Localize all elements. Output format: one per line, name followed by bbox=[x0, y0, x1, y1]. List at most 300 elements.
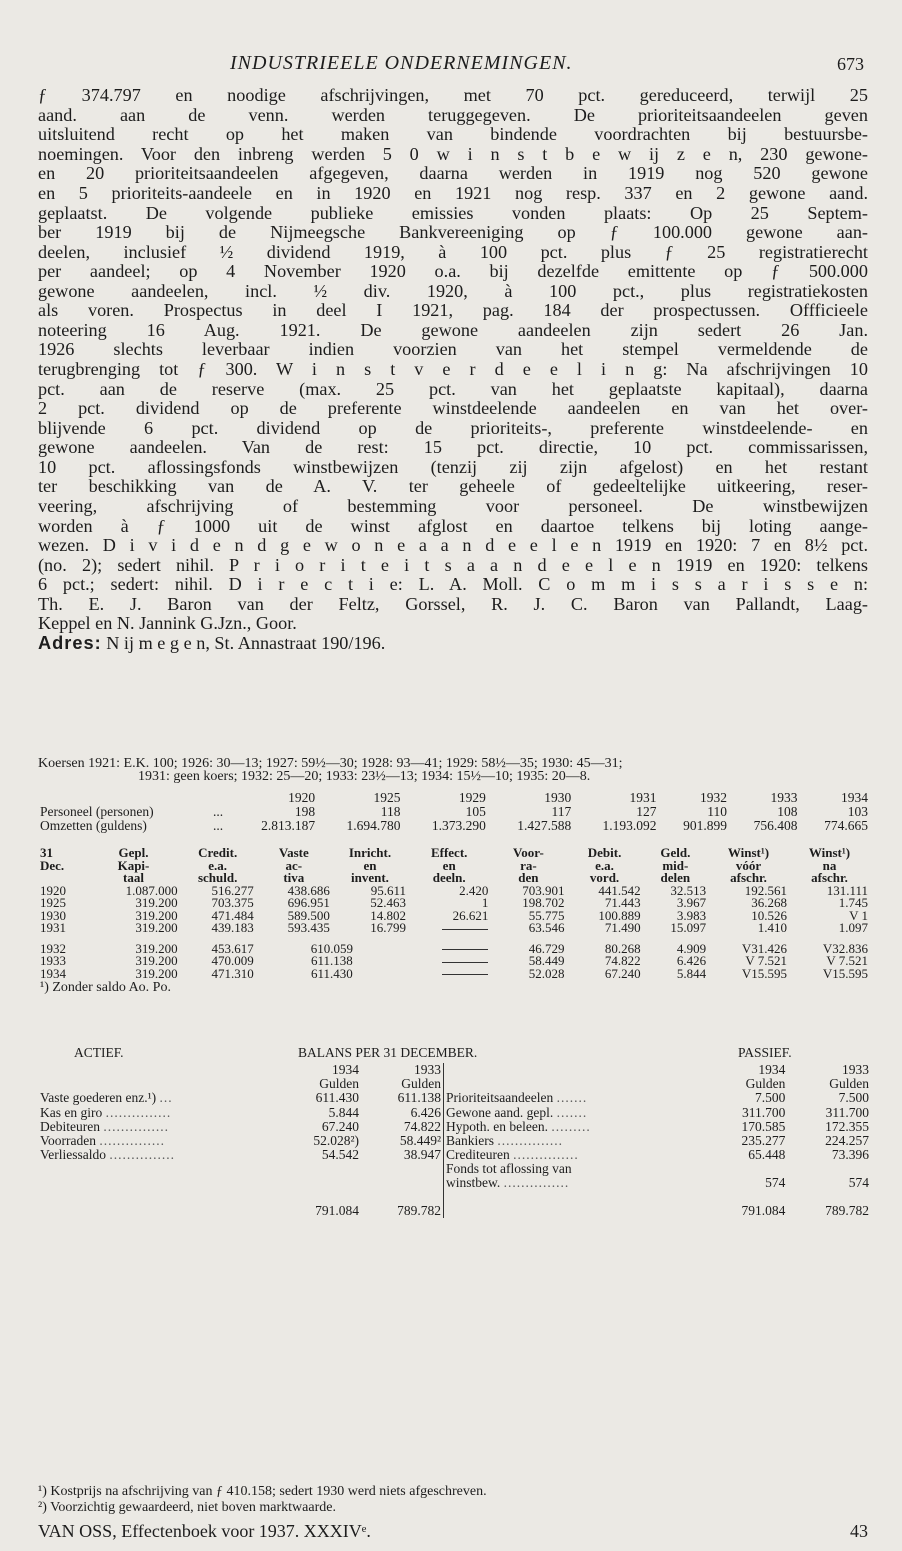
fin-row bbox=[38, 922, 870, 935]
footnote-line: ¹) Kostprijs na afschrijving van ƒ 410.158; sedert 1930 werd niets afgeschreven. bbox=[38, 1483, 487, 1499]
fin-cell: 319.200 bbox=[135, 907, 178, 923]
fin-cell: 3.967 bbox=[676, 895, 707, 911]
fin-header-cell: afschr. bbox=[730, 870, 767, 886]
leader-dots: ....... bbox=[556, 1090, 588, 1106]
passiva-value-1933: 172.355 bbox=[825, 1118, 869, 1134]
fin-cell bbox=[408, 955, 490, 968]
fin-cell: 1932 bbox=[40, 940, 66, 956]
passiva-total-1934: 791.084 bbox=[741, 1203, 786, 1219]
dash-line bbox=[442, 962, 488, 963]
activa-spacer bbox=[38, 1176, 443, 1190]
stats-year: 1930 bbox=[544, 790, 572, 805]
stats-cell: 1.193.092 bbox=[602, 817, 657, 833]
activa-spacer bbox=[38, 1162, 443, 1176]
activa-spacer bbox=[38, 1190, 443, 1204]
fin-header-cell: mid- bbox=[662, 857, 689, 873]
fin-cell-merged: 611.430 bbox=[310, 965, 353, 981]
activa-value-1933: 611.138 bbox=[397, 1090, 441, 1106]
activa-value-1934: 67.240 bbox=[321, 1118, 360, 1134]
running-title: INDUSTRIEELE ONDERNEMINGEN. bbox=[230, 51, 573, 74]
fin-cell: 319.200 bbox=[135, 965, 178, 981]
fin-cell: 71.490 bbox=[604, 920, 641, 936]
passiva-value-1934: 311.700 bbox=[741, 1104, 786, 1120]
fin-cell: V 1 bbox=[849, 907, 868, 923]
passiva-value-1934 bbox=[704, 1162, 788, 1176]
fin-cell: 1.745 bbox=[838, 895, 868, 911]
fin-cell: 319.200 bbox=[135, 895, 178, 911]
leader-dots: ....... bbox=[556, 1104, 588, 1120]
fin-cell: 1925 bbox=[40, 895, 66, 911]
fin-header-cell: en bbox=[363, 857, 377, 873]
fin-cell: 438.686 bbox=[287, 882, 330, 898]
stats-cell: 774.665 bbox=[824, 817, 868, 833]
balance-title: BALANS PER 31 DECEMBER. bbox=[298, 1045, 478, 1061]
dash-line bbox=[442, 929, 488, 930]
activa-total-label bbox=[38, 1204, 276, 1218]
fin-header-cell: delen bbox=[660, 870, 691, 886]
passiva-label bbox=[444, 1148, 704, 1162]
body-line: per aandeel; op 4 November 1920 o.a. bij dezelfde emittente op ƒ 500.000 bbox=[38, 261, 868, 282]
fin-cell: 74.822 bbox=[604, 953, 641, 969]
fin-header-cell: Dec. bbox=[40, 857, 65, 873]
stats-corner bbox=[38, 791, 211, 805]
fin-cell: 441.542 bbox=[598, 882, 641, 898]
passiva-label-text: Prioriteitsaandeelen bbox=[446, 1090, 554, 1106]
stats-cell: 198 bbox=[294, 803, 316, 819]
activa-value-1934: 611.430 bbox=[315, 1090, 360, 1106]
fin-cell-merged: 611.138 bbox=[310, 953, 353, 969]
fin-header-cell: Winst¹) bbox=[727, 845, 770, 861]
fin-footnote: ¹) Zonder saldo Ao. Po. bbox=[40, 980, 171, 996]
fin-header-cell: Winst¹) bbox=[808, 845, 851, 861]
stats-cell: 118 bbox=[380, 803, 401, 819]
dash-line bbox=[442, 974, 488, 975]
activa-value-1933: 74.822 bbox=[403, 1118, 441, 1134]
fin-header-cell: Inricht. bbox=[348, 845, 392, 861]
leader-dots: ............... bbox=[99, 1132, 165, 1148]
fin-cell: 5.844 bbox=[676, 965, 707, 981]
fin-cell: V 7.521 bbox=[745, 953, 787, 969]
fin-cell: 95.611 bbox=[370, 882, 407, 898]
fin-cell: V15.595 bbox=[741, 965, 787, 981]
passiva-label-text: Bankiers bbox=[446, 1132, 494, 1148]
body-line: aand. aan de venn. werden teruggegeven. De prioriteitsaandeelen geven bbox=[38, 104, 868, 125]
passiva-total-label bbox=[444, 1204, 704, 1218]
passiva-total-row bbox=[444, 1204, 871, 1218]
fin-cell: 1.087.000 bbox=[125, 882, 178, 898]
fin-cell: 46.729 bbox=[528, 940, 565, 956]
fin-cell: 71.443 bbox=[604, 895, 641, 911]
body-line: (no. 2); sedert nihil. P r i o r i t e i t s a a n d e e l e n 1919 en 1920: telkens bbox=[38, 554, 868, 575]
activa-label-text: Voorraden bbox=[40, 1132, 96, 1148]
body-line: blijvende 6 pct. dividend op de prioriteits-, preferente winstdeelende- en bbox=[38, 417, 868, 438]
passiva-row bbox=[444, 1091, 871, 1105]
passiva-total-1933: 789.782 bbox=[825, 1203, 869, 1219]
fin-header-cell: e.a. bbox=[595, 857, 614, 873]
passiva-label-text: Fonds tot aflossing van bbox=[446, 1160, 572, 1176]
fin-cell-merged: 610.059 bbox=[310, 940, 353, 956]
fin-cell bbox=[408, 922, 490, 935]
body-line: worden à ƒ 1000 uit de winst afglost en daartoe telkens bij loting aange- bbox=[38, 515, 868, 536]
body-line: 2 pct. dividend op de preferente winstdeelende aandeelen en van het over- bbox=[38, 398, 868, 419]
body-line: en 5 prioriteits-aandeele en in 1920 en 1921 nog resp. 337 en 2 gewone aand. bbox=[38, 182, 868, 203]
passiva-label bbox=[444, 1162, 704, 1176]
dash-line bbox=[442, 949, 488, 950]
fin-header-cell: en bbox=[442, 857, 456, 873]
fin-cell: 516.277 bbox=[211, 882, 254, 898]
fin-cell: 319.200 bbox=[135, 953, 178, 969]
stats-cell: 110 bbox=[707, 803, 727, 819]
activa-label bbox=[38, 1120, 276, 1134]
activa-spacer-row bbox=[38, 1162, 443, 1176]
body-line: geplaatst. De volgende publieke emissies vonden plaats: Op 25 Septem- bbox=[38, 202, 868, 223]
stats-cell: 105 bbox=[465, 803, 486, 819]
activa-row bbox=[38, 1120, 443, 1134]
body-line: ƒ 374.797 en noodige afschrijvingen, met 70 pct. gereduceerd, terwijl 25 bbox=[38, 85, 868, 106]
activa-row bbox=[38, 1091, 443, 1105]
activa-label-text: Kas en giro bbox=[40, 1104, 103, 1120]
passiva-label-spacer bbox=[444, 1063, 704, 1077]
fin-cell: 471.310 bbox=[211, 965, 254, 981]
passiva-label-text: Hypoth. en beleen. bbox=[446, 1118, 548, 1134]
passiva-value-1934: 235.277 bbox=[741, 1132, 786, 1148]
body-paragraph bbox=[38, 86, 868, 653]
fin-header-cell: den bbox=[518, 870, 539, 886]
fin-cell: 4.909 bbox=[676, 940, 707, 956]
activa-label bbox=[38, 1148, 276, 1162]
passiva-label bbox=[444, 1120, 704, 1134]
footnotes bbox=[38, 1484, 870, 1516]
activa-total-1934: 791.084 bbox=[315, 1203, 360, 1219]
footer-page: 43 bbox=[850, 1520, 868, 1541]
fin-cell: 3.983 bbox=[676, 907, 707, 923]
passiva-title: PASSIEF. bbox=[738, 1045, 792, 1061]
passiva-value-1933: 73.396 bbox=[831, 1146, 869, 1162]
activa-value-1934: 52.028²) bbox=[313, 1132, 360, 1148]
fin-header-cell: afschr. bbox=[811, 870, 848, 886]
passiva-row bbox=[444, 1134, 871, 1148]
passiva-value-1934: 170.585 bbox=[741, 1118, 786, 1134]
fin-header-cell: Kapi- bbox=[117, 857, 150, 873]
fin-cell: 696.951 bbox=[287, 895, 330, 911]
fin-cell: 1920 bbox=[40, 882, 66, 898]
body-line: noemingen. Voor den inbreng werden 5 0 w i n s t b e w ij z e n, 230 gewone- bbox=[38, 143, 868, 164]
fin-cell: 703.375 bbox=[211, 895, 254, 911]
stats-row bbox=[38, 805, 870, 819]
page-number: 673 bbox=[837, 53, 864, 74]
fin-header-cell: Effect. bbox=[430, 845, 468, 861]
activa-row bbox=[38, 1106, 443, 1120]
stats-cell: 1.694.780 bbox=[346, 817, 401, 833]
passiva-value-1933: 311.700 bbox=[825, 1104, 869, 1120]
passiva-row bbox=[444, 1162, 871, 1176]
fin-cell: V31.426 bbox=[741, 940, 787, 956]
fin-header-cell: na bbox=[822, 857, 837, 873]
fin-cell: 703.901 bbox=[522, 882, 565, 898]
body-line: deelen, inclusief ½ dividend 1919, à 100 pct. plus ƒ 25 registratierecht bbox=[38, 241, 868, 262]
fin-header-cell: ac- bbox=[285, 857, 303, 873]
passiva-label bbox=[444, 1176, 704, 1190]
stats-year: 1920 bbox=[288, 790, 316, 805]
fin-cell: 453.617 bbox=[211, 940, 254, 956]
stats-year: 1929 bbox=[458, 790, 486, 805]
body-line: als voren. Prospectus in deel I 1921, pag. 184 der prospectussen. Offficieele bbox=[38, 300, 868, 321]
koersen-block bbox=[38, 757, 868, 785]
fin-cell: V 7.521 bbox=[826, 953, 868, 969]
passiva-value-1933 bbox=[787, 1162, 871, 1176]
body-line: ber 1919 bij de Nijmeegsche Bankvereeniging op ƒ 100.000 gewone aan- bbox=[38, 222, 868, 243]
activa-label-text: Verliessaldo bbox=[40, 1146, 106, 1162]
fin-cell: 36.268 bbox=[751, 895, 787, 911]
statistics-table bbox=[38, 791, 870, 832]
activa-value-1933: 38.947 bbox=[403, 1146, 441, 1162]
stats-year: 1934 bbox=[841, 790, 868, 805]
stats-cell: 103 bbox=[847, 803, 868, 819]
passiva-unit: Gulden bbox=[745, 1076, 786, 1092]
passiva-label-text: Crediteuren bbox=[446, 1146, 510, 1162]
fin-cell: 131.111 bbox=[826, 882, 868, 898]
fin-cell bbox=[408, 943, 490, 956]
stats-cell: 1.427.588 bbox=[517, 817, 572, 833]
stats-cell: 2.813.187 bbox=[261, 817, 316, 833]
activa-label-spacer bbox=[38, 1063, 276, 1077]
financial-table bbox=[38, 847, 870, 995]
fin-cell: 55.775 bbox=[528, 907, 565, 923]
fin-cell: 1931 bbox=[40, 920, 66, 936]
fin-header-cell: vord. bbox=[589, 870, 620, 886]
body-line: Keppel en N. Jannink G.Jzn., Goor. bbox=[38, 613, 297, 634]
fin-cell: 1.097 bbox=[838, 920, 868, 936]
stats-sep: ... bbox=[213, 817, 224, 833]
passiva-label bbox=[444, 1091, 704, 1105]
fin-cell: 198.702 bbox=[522, 895, 565, 911]
activa-total-row bbox=[38, 1204, 443, 1218]
fin-cell: 52.463 bbox=[370, 895, 407, 911]
passiva-value-1933: 224.257 bbox=[825, 1132, 869, 1148]
stats-year: 1931 bbox=[629, 790, 657, 805]
body-line: Th. E. J. Baron van der Feltz, Gorssel, R. J. C. Baron van Pallandt, Laag- bbox=[38, 593, 868, 614]
address-label: Adres: bbox=[38, 632, 102, 653]
activa-label-text: Vaste goederen enz.¹) bbox=[40, 1090, 157, 1106]
footnote-line: ²) Voorzichtig gewaardeerd, niet boven marktwaarde. bbox=[38, 1499, 336, 1515]
activa-row bbox=[38, 1134, 443, 1148]
koersen-line: 1931: geen koers; 1932: 25—20; 1933: 23½—13; 1934: 15½—10; 1935: 20—8. bbox=[138, 769, 591, 785]
fin-header-cell: schuld. bbox=[197, 870, 238, 886]
fin-cell: 439.183 bbox=[211, 920, 254, 936]
passiva-label-spacer bbox=[444, 1077, 704, 1091]
fin-cell: 32.513 bbox=[670, 882, 707, 898]
stats-cell: 756.408 bbox=[753, 817, 798, 833]
body-line: uitsluitend recht op het maken van bindende voordrachten bij bestuursbe- bbox=[38, 124, 868, 145]
activa-year-row bbox=[38, 1063, 443, 1077]
activa-value-1934: 54.542 bbox=[321, 1146, 360, 1162]
fin-header-cell: Voor- bbox=[513, 845, 544, 861]
fin-header-cell: taal bbox=[123, 870, 144, 886]
passiva-spacer bbox=[444, 1190, 871, 1204]
activa-label-spacer bbox=[38, 1077, 276, 1091]
fin-footnote-row bbox=[38, 980, 870, 995]
leader-dots: ............... bbox=[503, 1175, 570, 1191]
fin-cell: 319.200 bbox=[135, 940, 178, 956]
footer-source: VAN OSS, Effectenboek voor 1937. XXXIVᵉ. bbox=[38, 1520, 371, 1541]
address-line bbox=[38, 634, 868, 654]
fin-cell: 15.097 bbox=[670, 920, 707, 936]
passiva-label-text: Gewone aand. gepl. bbox=[446, 1104, 554, 1120]
activa-unit: Gulden bbox=[401, 1076, 441, 1092]
activa-label bbox=[38, 1134, 276, 1148]
activa-year: 1934 bbox=[332, 1062, 360, 1078]
fin-cell: 58.449 bbox=[528, 953, 565, 969]
stats-cell: 117 bbox=[551, 803, 572, 819]
activa-unit-row bbox=[38, 1077, 443, 1091]
fin-header-cell: Credit. bbox=[198, 845, 238, 861]
passiva-value-1934: 65.448 bbox=[748, 1146, 786, 1162]
fin-cell: 6.426 bbox=[676, 953, 707, 969]
fin-row bbox=[38, 968, 870, 981]
stats-year: 1933 bbox=[770, 790, 798, 805]
fin-cell: 1930 bbox=[40, 907, 66, 923]
passiva-label bbox=[444, 1106, 704, 1120]
fin-header-cell: deeln. bbox=[432, 870, 466, 886]
passiva-row bbox=[444, 1176, 871, 1190]
stats-cell: 127 bbox=[636, 803, 657, 819]
address-text: N ij m e g e n, St. Annastraat 190/196. bbox=[106, 632, 386, 653]
passiva-spacer-row bbox=[444, 1190, 871, 1204]
koersen-line: Koersen 1921: E.K. 100; 1926: 30—13; 1927: 59½—30; 1928: 93—41; 1929: 58½—35; 1930: 45—31; bbox=[38, 755, 623, 771]
fin-cell: 2.420 bbox=[459, 882, 489, 898]
fin-header-cell: Vaste bbox=[278, 845, 309, 861]
fin-cell: 593.435 bbox=[287, 920, 330, 936]
body-line: 1926 slechts leverbaar indien voorzien van het stempel vermeldende de bbox=[38, 339, 868, 360]
body-line: en 20 prioriteitsaandeelen afgegeven, daarna werden in 1919 nog 520 gewone bbox=[38, 163, 868, 184]
page-footer bbox=[38, 1521, 868, 1542]
activa-label-text: Debiteuren bbox=[40, 1118, 100, 1134]
body-line: wezen. D i v i d e n d g e w o n e a a n d e e l e n 1919 en 1920: 7 en 8½ pct. bbox=[38, 535, 868, 556]
fin-cell: 1934 bbox=[40, 965, 66, 981]
activa-year: 1933 bbox=[414, 1062, 441, 1078]
fin-cell: 63.546 bbox=[528, 920, 565, 936]
page-header bbox=[0, 52, 902, 78]
activa-row bbox=[38, 1148, 443, 1162]
fin-cell: 471.484 bbox=[211, 907, 254, 923]
fin-cell: 14.802 bbox=[370, 907, 407, 923]
fin-cell: 80.268 bbox=[604, 940, 641, 956]
fin-cell bbox=[408, 968, 490, 981]
stats-header-row bbox=[38, 791, 870, 805]
fin-cell: 470.009 bbox=[211, 953, 254, 969]
activa-title: ACTIEF. bbox=[74, 1045, 124, 1061]
body-line: noteering 16 Aug. 1921. De gewone aandeelen zijn sedert 26 Jan. bbox=[38, 319, 868, 340]
leader-dots: ............... bbox=[497, 1132, 563, 1148]
body-line: 6 pct.; sedert: nihil. D i r e c t i e: L. A. Moll. C o m m i s s a r i s s e n: bbox=[38, 574, 868, 595]
fin-cell: 192.561 bbox=[744, 882, 787, 898]
fin-cell: 26.621 bbox=[452, 907, 489, 923]
stats-sep bbox=[211, 791, 232, 805]
fin-cell: 67.240 bbox=[604, 965, 641, 981]
passiva-row bbox=[444, 1106, 871, 1120]
stats-cell: 108 bbox=[777, 803, 798, 819]
fin-cell: 319.200 bbox=[135, 920, 178, 936]
passiva-value-1933: 7.500 bbox=[838, 1090, 869, 1106]
stats-cell: 901.899 bbox=[683, 817, 727, 833]
passiva-value-1934: 7.500 bbox=[754, 1090, 786, 1106]
fin-header-cell: Debit. bbox=[587, 845, 622, 861]
fin-header-cell: vóór bbox=[735, 857, 762, 873]
fin-cell: 52.028 bbox=[528, 965, 565, 981]
stats-cell: 1.373.290 bbox=[431, 817, 486, 833]
passiva-row bbox=[444, 1120, 871, 1134]
fin-header-cell: ra- bbox=[520, 857, 537, 873]
passiva-label bbox=[444, 1134, 704, 1148]
stats-year: 1925 bbox=[373, 790, 401, 805]
body-line: veering, afschrijving of bestemming voor personeel. De winstbewijzen bbox=[38, 495, 868, 516]
activa-label bbox=[38, 1091, 276, 1105]
passiva-year-row bbox=[444, 1063, 871, 1077]
passiva-year: 1934 bbox=[758, 1062, 786, 1078]
activa-spacer-row bbox=[38, 1190, 443, 1204]
activa-label bbox=[38, 1106, 276, 1120]
activa-total-1933: 789.782 bbox=[397, 1203, 441, 1219]
body-line: gewone aandeelen, incl. ½ div. 1920, à 100 pct., plus registratiekosten bbox=[38, 280, 868, 301]
leader-dots: ......... bbox=[551, 1118, 591, 1134]
leader-dots: ............... bbox=[105, 1104, 172, 1120]
fin-header-cell: Gepl. bbox=[118, 845, 149, 861]
fin-cell: 589.500 bbox=[287, 907, 330, 923]
fin-cell: 16.799 bbox=[370, 920, 407, 936]
passiva-value-1934: 574 bbox=[765, 1175, 786, 1191]
passiva-unit: Gulden bbox=[829, 1076, 869, 1092]
body-line: ter beschikking van de A. V. ter geheele of gedeeltelijke uitkeering, reser- bbox=[38, 476, 868, 497]
activa-spacer-row bbox=[38, 1176, 443, 1190]
leader-dots: ............... bbox=[103, 1118, 169, 1134]
fin-header-cell: e.a. bbox=[208, 857, 228, 873]
passiva-label-text: winstbew. bbox=[446, 1175, 501, 1191]
leader-dots: ... bbox=[159, 1090, 173, 1106]
body-line: terugbrenging tot ƒ 300. W i n s t v e r d e e l i n g: Na afschrijvingen 10 bbox=[38, 359, 868, 380]
activa-value-1934: 5.844 bbox=[328, 1104, 360, 1120]
fin-cell: 100.889 bbox=[598, 907, 641, 923]
fin-header-cell: Geld. bbox=[660, 845, 691, 861]
body-line: pct. aan de reserve (max. 25 pct. van het geplaatste kapitaal), daarna bbox=[38, 378, 868, 399]
leader-dots: ............... bbox=[513, 1146, 579, 1162]
activa-value-1933: 58.449² bbox=[399, 1132, 441, 1148]
passiva-value-1933: 574 bbox=[848, 1175, 869, 1191]
fin-header-cell: 31 bbox=[40, 845, 53, 861]
fin-cell: V32.836 bbox=[822, 940, 868, 956]
fin-cell: 1 bbox=[481, 895, 489, 911]
balance-sheet bbox=[38, 1045, 870, 1219]
fin-header-cell: invent. bbox=[350, 870, 389, 886]
fin-cell: V15.595 bbox=[822, 965, 868, 981]
activa-unit: Gulden bbox=[319, 1076, 360, 1092]
passiva-year: 1933 bbox=[842, 1062, 869, 1078]
stats-label: Personeel (personen) bbox=[40, 803, 154, 819]
stats-label: Omzetten (guldens) bbox=[40, 817, 147, 833]
body-line: 10 pct. aflossingsfonds winstbewijzen (tenzij zij zijn afgelost) en het restant bbox=[38, 456, 868, 477]
passiva-unit-row bbox=[444, 1077, 871, 1091]
fin-cell: 10.526 bbox=[751, 907, 787, 923]
fin-cell: 1933 bbox=[40, 953, 66, 969]
fin-header-cell: tiva bbox=[283, 870, 305, 886]
stats-year: 1932 bbox=[700, 790, 727, 805]
body-line: gewone aandeelen. Van de rest: 15 pct. directie, 10 pct. commissarissen, bbox=[38, 437, 868, 458]
stats-sep: ... bbox=[213, 803, 224, 819]
activa-value-1933: 6.426 bbox=[410, 1104, 441, 1120]
fin-cell: 1.410 bbox=[757, 920, 787, 936]
stats-row bbox=[38, 819, 870, 833]
leader-dots: ............... bbox=[109, 1146, 175, 1162]
passiva-row bbox=[444, 1148, 871, 1162]
